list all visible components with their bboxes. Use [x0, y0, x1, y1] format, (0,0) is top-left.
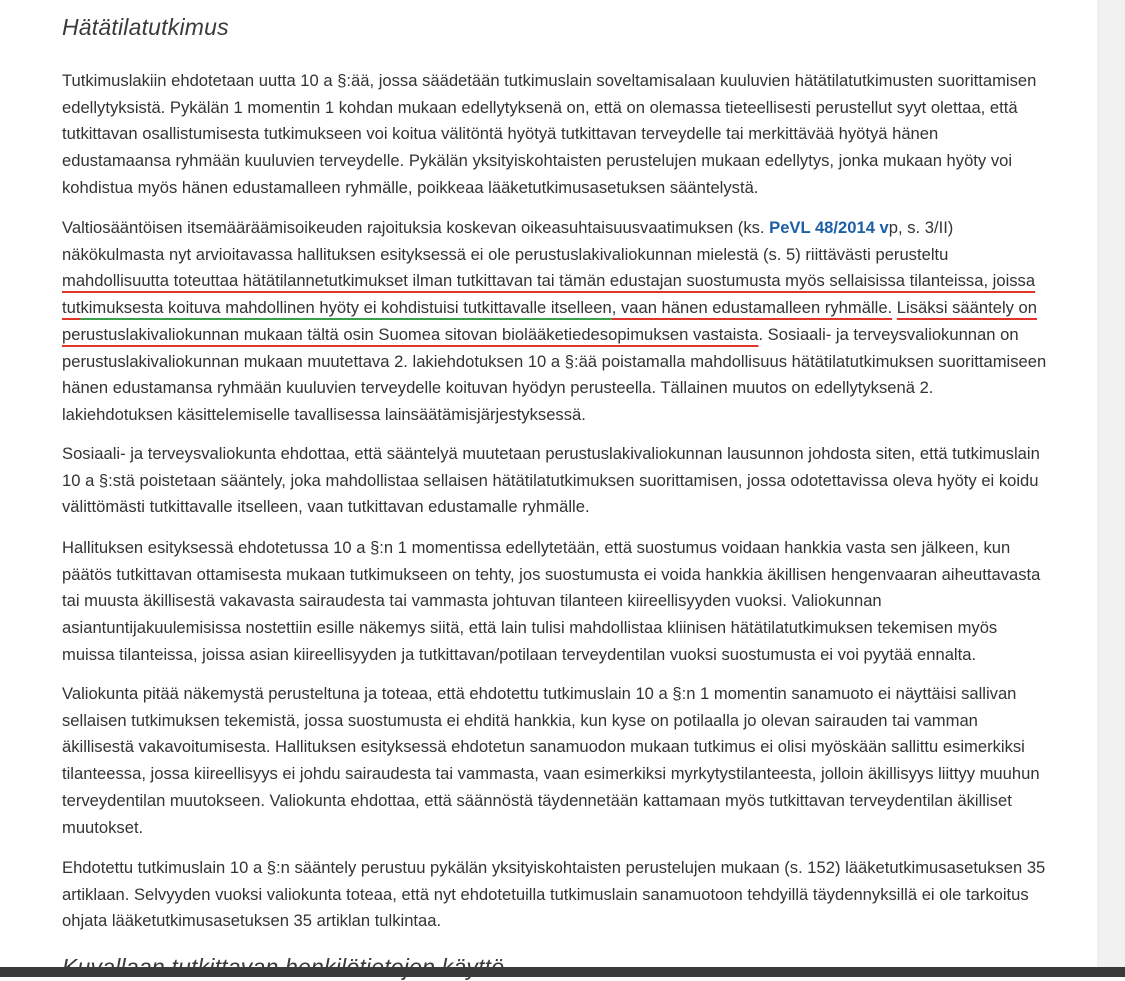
paragraph-line: tai muusta äkillisestä vakavasta sairaudesta tai vammasta johtuvan tilanteen kiireellisyyden vuoksi. Valiokunnan: [62, 591, 882, 611]
highlighted-line: mahdollisuutta toteuttaa hätätilannetutkimukset ilman tutkittavan tai tämän edustajan suostumusta myös sellaisissa tilanteissa, joissa: [62, 271, 1036, 291]
paragraph-line: perustuslakivaliokunnan mukaan muutettava 2. lakiehdotuksen 10 a §:ää poistamalla mahdollisuus hätätilatutkimuksen suorittamiseen: [62, 351, 1047, 371]
bottom-bar: [0, 967, 1125, 977]
paragraph-line: näkökulmasta nyt arvioitavassa hallituksen esityksessä ei ole perustuslakivaliokunnan mielestä (s. 5) riittävästi perusteltu: [62, 244, 949, 264]
paragraph-line: ohjata lääketutkimusasetuksen 35 artiklan tulkintaa.: [62, 911, 442, 931]
highlighted-text: Lisäksi sääntely on: [896, 298, 1038, 318]
paragraph-line: terveydentilan muutokseen. Valiokunta ehdottaa, että säännöstä täydennetään kattamaan myös tutkittavan terveydentilan äkilliset: [62, 790, 1012, 810]
paragraph-line: Tutkimuslakiin ehdotetaan uutta 10 a §:ää, jossa säädetään tutkimuslain soveltamisalaan kuuluvien hätätilatutkimusten suorittamisen: [62, 71, 1037, 90]
paragraph-2: [62, 215, 1082, 429]
paragraph-line: Hallituksen esityksessä ehdotetussa 10 a §:n 1 momentissa edellytetään, että suostumus voidaan hankkia vasta sen jälkeen, kun: [62, 538, 1011, 557]
paragraph-1: [62, 68, 1082, 202]
paragraph-line: tilanteessa, jossa kiireellisyys ei johdu sairaudesta tai vammasta, vaan esimerkiksi myrkytystilanteesta, jolloin äkillisyys liittyy muuhun: [62, 764, 1040, 784]
highlighted-text: tut: [62, 298, 81, 318]
paragraph-line: hänen edustamansa ryhmään kuuluvien terveydelle koituvan hyödyn perusteella. Tällainen muutos on edellytyksenä 2.: [62, 378, 934, 398]
paragraph-line: [62, 322, 1082, 349]
paragraph-text: p, s. 3/II): [888, 218, 954, 237]
paragraph-4: [62, 535, 1082, 669]
paragraph-line: asiantuntijakuulemisissa nostettiin esille näkemys siitä, että lain tulisi mahdollistaa kliinisen hätätilatutkimuksen tekemisen myös: [62, 618, 998, 638]
paragraph-line: artiklaan. Selvyyden vuoksi valiokunta toteaa, että nyt ehdotetuilla tutkimuslain sanamuotoon tehdyillä täydennyksillä ei ole tarkoitus: [62, 884, 1029, 904]
document-content: [62, 0, 1082, 977]
reference-link[interactable]: PeVL 48/2014 v: [769, 218, 889, 237]
paragraph-line: Valiokunta pitää näkemystä perusteltuna ja toteaa, että ehdotettu tutkimuslain 10 a §:n 1 momentin sanamuoto ei näyttäisi sallivan: [62, 684, 1017, 703]
paragraph-line: [62, 215, 1082, 242]
paragraph-line: tutkittavan osallistumisesta tutkimukseen voi koitua välitöntä hyötyä tutkittavan terveydelle tai merkittävää hyötyä hänen: [62, 124, 939, 144]
section-title: Hätätilatutkimus: [62, 14, 229, 40]
paragraph-line: välittömästi tutkittavalle itselleen, vaan tutkittavan edustamalle ryhmälle.: [62, 497, 590, 517]
paragraph-line: [62, 295, 1082, 322]
paragraph-line: muutokset.: [62, 817, 144, 837]
paragraph-line: Sosiaali- ja terveysvaliokunta ehdottaa, että sääntelyä muutetaan perustuslakivaliokunnan lausunnon johdosta siten, että tutkimuslain: [62, 444, 1040, 463]
paragraph-line: muissa tilanteissa, joissa asian kiireellisyyden ja tutkittavan/potilaan terveydentilan vuoksi suostumusta ei voi pyytää ennalta.: [62, 644, 977, 664]
paragraph-text: . Sosiaali- ja terveysvaliokunnan on: [758, 324, 1019, 344]
paragraph-line: lakiehdotuksen käsittelemiselle tavallisessa lainsäätämisjärjestyksessä.: [62, 404, 586, 424]
highlighted-text: , vaan hänen edustamalleen ryhmälle.: [611, 298, 893, 318]
paragraph-6: [62, 855, 1082, 935]
scrollbar-track[interactable]: [1097, 0, 1125, 977]
paragraph-line: kohdistua myös hänen edustamalleen ryhmälle, poikkeaa lääketutkimusasetuksen sääntelystä.: [62, 177, 759, 197]
paragraph-3: [62, 441, 1082, 521]
paragraph-line: 10 a §:stä poistetaan sääntely, joka mahdollistaa sellaisen hätätilatutkimuksen suorittamisen, jossa odotettavissa oleva hyöty ei koidu: [62, 470, 1039, 490]
paragraph-line: edustamaansa ryhmään kuuluvien terveydelle. Pykälän yksityiskohtaisten perustelujen mukaan edellytys, jonka mukaan hyöty voi: [62, 151, 1013, 171]
highlighted-text: perustuslakivaliokunnan mukaan tältä osin Suomea sitovan biolääketiedesopimuksen vastaista: [62, 324, 759, 344]
paragraph-line: päätös tutkittavan ottamisesta mukaan tutkimukseen on tehty, jos suostumusta ei voida hankkia äkillisen hengenvaaran aiheuttavasta: [62, 564, 1041, 584]
paragraph-line: äkillisestä vakavoitumisesta. Hallituksen esityksessä ehdotetun sanamuodon mukaan tutkimus ei olisi myöskään sallittu esimerkiksi: [62, 737, 1025, 757]
paragraph-text: Valtiosääntöisen itsemääräämisoikeuden rajoituksia koskevan oikeasuhtaisuusvaatimuksen (ks.: [62, 218, 770, 237]
paragraph-line: edellytyksistä. Pykälän 1 momentin 1 kohdan mukaan edellytyksenä on, että on olemassa tieteellisesti perustellut syyt olettaa, että: [62, 97, 1018, 117]
paragraph-5: [62, 681, 1082, 841]
highlighted-text-green: kimuksesta koituva mahdollinen hyöty ei kohdistuisi tutkittavalle itselleen: [80, 298, 612, 318]
paragraph-line: sellaisen tutkimuksen tekemistä, jossa suostumusta ei ehditä hankkia, kun kyse on potilaalla jo olevan sairauden tai vamman: [62, 710, 978, 730]
paragraph-line: Ehdotettu tutkimuslain 10 a §:n sääntely perustuu pykälän yksityiskohtaisten perustelujen mukaan (s. 152) lääketutkimusasetuksen 35: [62, 858, 1046, 877]
